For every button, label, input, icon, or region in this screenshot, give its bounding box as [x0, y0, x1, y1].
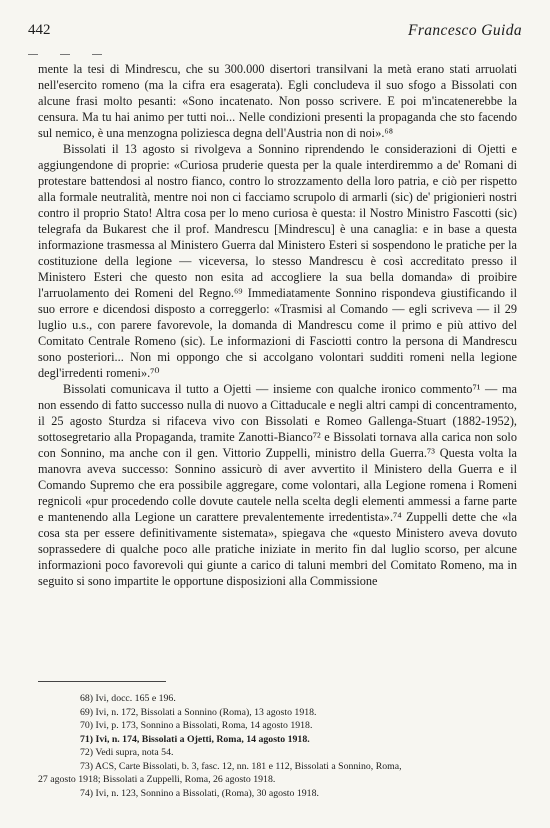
paragraph-2: Bissolati il 13 agosto si rivolgeva a Sonnino riprendendo le considerazioni di Ojetti e aggiungendone di proprie: «Curiosa pruderie questa per la quale interdiremmo a de' Romani di protestare battendosi al nostro fianco, contro lo strozzamento della loro patria, e ciò per rispetto alla formale neutralità, mentre noi non ci facciamo scrupolo di armarli (sic) de' prigionieri nostri contro il proprio Stato! Altra cosa per lo meno curiosa è questa: il Nostro Ministro Fascotti (sic) telegrafa da Bukarest che il prof. Mandrescu [Mindrescu] è una canaglia: e in base a questa informazione trasmessa al Ministero Guerra dal Ministero Esteri si sospendono le pratiche per la costituzione della legione — viceversa, lo stesso Mandrescu è così accreditato presso il Ministero Esteri che questo non esita ad accogliere la sua bella domanda» di proibire l'arruolamento dei Romeni del Regno.⁶⁹ Immediatamente Sonnino rispondeva giustificando il suo errore e dicendosi disposto a correggerlo: «Trasmisi al Comando — egli scriveva — il 29 luglio u.s., con parere favorevole, la domanda di Mandrescu come il primo e più attivo del Comitato Centrale Romeno (sic). Le informazioni di Fasciotti contro la persona di Mandrescu sono posteriori... Non mi oppongo che si accolgano volontari sudditi romeni nella legione degl'irredenti romeni».⁷⁰: [38, 142, 517, 380]
footnote-71: 71) Ivi, n. 174, Bissolati a Ojetti, Roma, 14 agosto 1918.: [80, 733, 310, 745]
footnote-70: 70) Ivi, p. 173, Sonnino a Bissolati, Roma, 14 agosto 1918.: [80, 720, 313, 731]
footnote-69: 69) Ivi, n. 172, Bissolati a Sonnino (Roma), 13 agosto 1918.: [80, 706, 317, 718]
footnote-72: 72) Vedi supra, nota 54.: [80, 747, 174, 758]
body-text: [38, 61, 517, 589]
footnote-separator: [38, 681, 166, 682]
footnote-74: 74) Ivi, n. 123, Sonnino a Bissolati, (Roma), 30 agosto 1918.: [80, 787, 319, 799]
footnote-73: 73) ACS, Carte Bissolati, b. 3, fasc. 12, nn. 181 e 112, Bissolati a Sonnino, Roma,: [80, 760, 402, 772]
paragraph-1: mente la tesi di Mindrescu, che su 300.000 disertori transilvani la metà erano stati arruolati nell'esercito romeno (ma la cifra era esagerata). Egli concludeva il suo sfogo a Bissolati con alcune frasi molto pesanti: «Sono incatenato. Non posso scrivere. E poi m'incatenerebbe la censura. Ma tu hai animo per tutti noi... Nelle condizioni presenti la propaganda che sto facendo sul nemico, è una menzogna poliziesca degna dell'Austria non di noi».⁶⁸: [38, 62, 517, 140]
paragraph-3: Bissolati comunicava il tutto a Ojetti — insieme con qualche ironico commento⁷¹ — ma non essendo di fatto successo nulla di nuovo a Cittaducale e negli altri campi di concentramento, il 25 agosto Sturdza si rifaceva vivo con Bissolati e Romeo Gallenga-Stuart (1882-1952), sottosegretario alla Propaganda, tramite Zanotti-Bianco⁷² e Bissolati tornava alla carica non solo con Sonnino, ma anche con il gen. Vittorio Zuppelli, ministro della Guerra.⁷³ Questa volta la manovra aveva successo: Sonnino assicurò di aver avvertito il Ministero della Guerra e il Comando Supremo che era possibile aggregare, come volontari, alla Legione romena i Romeni regnicoli «pur procedendo colle dovute cautele nella scelta degli elementi ammessi a farne parte e mantenendo alla Legione un carattere prevalentemente irredentista».⁷⁴ Zuppelli dette che «la cosa sta per essere definitivamente sistemata», spiegava che «questo Ministero aveva dovuto soprassedere di qualche poco alle pratiche iniziate in merito fin dal luglio scorso, per alcune informazioni poco favorevoli qui giunte a carico di taluni membri del Comitato Romeno, ma in seguito si sono impartite le opportune disposizioni alla Commissione: [38, 382, 517, 588]
footnotes: [38, 692, 517, 800]
page-number: 442: [28, 22, 51, 38]
page-header: [28, 22, 522, 44]
header-marks: [28, 42, 124, 60]
footnote-73-continued: 27 agosto 1918; Bissolati a Zuppelli, Roma, 26 agosto 1918.: [38, 774, 276, 785]
footnote-68: 68) Ivi, docc. 165 e 196.: [80, 693, 176, 704]
running-title: Francesco Guida: [407, 22, 522, 39]
